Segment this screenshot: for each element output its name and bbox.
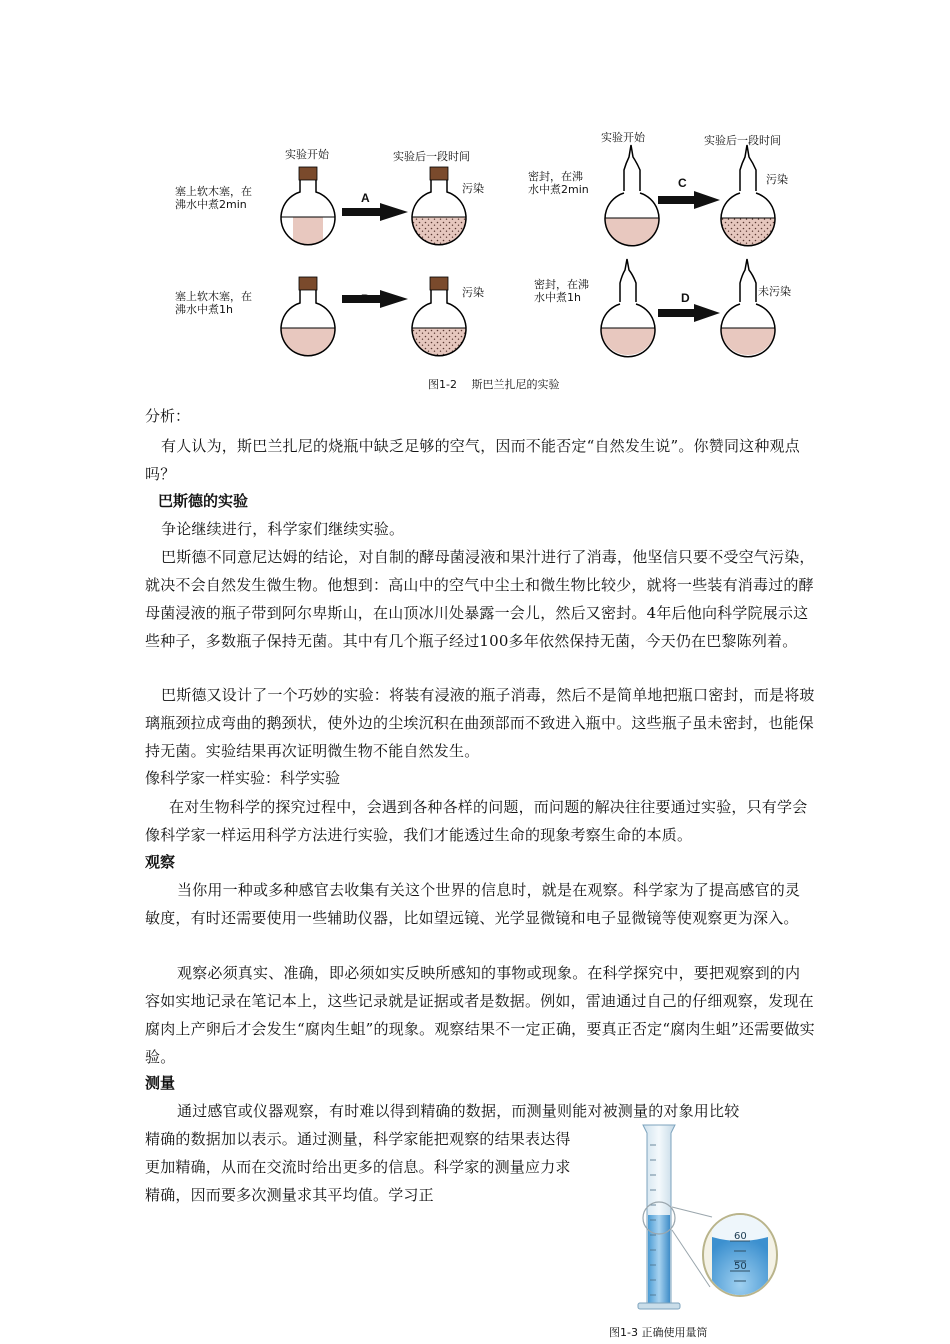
measure-heading: 测量 [145, 1074, 176, 1092]
measure-paragraph-rest: 精确的数据加以表示。通过测量，科学家能把观察的结果表达得更加精确，从而在交流时给出更多的信息。科学家的测量应力求精确，因而要多次测量求其平均值。学习正 [145, 1130, 571, 1204]
zoom-view [703, 1214, 777, 1305]
figure-1-2 [160, 125, 820, 395]
exp-a-label: A [361, 191, 370, 205]
flask-d-start [600, 259, 656, 358]
left-header-start: 实验开始 [285, 148, 329, 161]
flask-a-start [281, 167, 335, 247]
exp-b-result: 污染 [462, 286, 484, 299]
flask-c-start [604, 145, 660, 248]
exp-b-label: B [361, 292, 370, 306]
cylinder [638, 1125, 680, 1309]
scale-label-60: 60 [734, 1231, 747, 1242]
exp-d-label: D [681, 291, 690, 305]
observe-heading: 观察 [145, 853, 176, 871]
analysis-paragraph: 有人认为，斯巴兰扎尼的烧瓶中缺乏足够的空气，因而不能否定“自然发生说”。你赞同这种观点吗？ [145, 437, 800, 483]
flask-b-after [411, 277, 467, 358]
section-paragraph: 在对生物科学的探究过程中，会遇到各种各样的问题，而问题的解决往往要通过实验，只有学会像科学家一样运用科学方法进行实验，我们才能透过生命的现象考察生命的本质。 [145, 798, 808, 844]
flask-b-start [280, 277, 336, 358]
exp-d-condition-line1: 密封，在沸 [534, 278, 589, 291]
exp-b-condition-line1: 塞上软木塞，在 [175, 290, 252, 303]
exp-c-condition-line2: 水中煮2min [528, 183, 589, 196]
exp-c-result: 污染 [766, 173, 788, 186]
flask-d-after [720, 259, 776, 358]
exp-a-result: 污染 [462, 182, 484, 195]
figure-1-2-drawing [160, 125, 820, 395]
right-header-start: 实验开始 [601, 131, 645, 144]
pasteur-paragraph-2: 巴斯德不同意尼达姆的结论，对自制的酵母菌浸液和果汁进行了消毒，他坚信只要不受空气污染，就决不会自然发生微生物。他想到：高山中的空气中尘土和微生物比较少，就将一些装有消毒过的酵母菌浸液的瓶子带到阿尔卑斯山，在山顶冰川处暴露一会儿，然后又密封。4年后他向科学院展示这些种子，多数瓶子保持无菌。其中有几个瓶子经过100多年依然保持无菌，今天仍在巴黎陈列着。 [145, 548, 815, 650]
left-header-after: 实验后一段时间 [393, 150, 470, 163]
arrow-a [342, 203, 408, 221]
graduated-cylinder-drawing [600, 1115, 790, 1325]
flask-c-after [720, 145, 776, 248]
exp-b-condition-line2: 沸水中煮1h [175, 303, 233, 316]
section-title: 像科学家一样实验：科学实验 [145, 769, 341, 787]
pasteur-paragraph-3: 巴斯德又设计了一个巧妙的实验：将装有浸液的瓶子消毒，然后不是简单地把瓶口密封，而是将玻璃瓶颈拉成弯曲的鹅颈状，使外边的尘埃沉积在曲颈部而不致进入瓶中。这些瓶子虽未密封，也能保持无菌。实验结果再次证明微生物不能自然发生。 [145, 686, 815, 760]
exp-a-condition-line2: 沸水中煮2min [175, 198, 247, 211]
measure-paragraph-line1: 通过感官或仪器观察，有时难以得到精确的数据，而测量则能对被测量的对象用比较 [177, 1102, 740, 1120]
observe-paragraph-2: 观察必须真实、准确，即必须如实反映所感知的事物或现象。在科学探究中，要把观察到的内容如实地记录在笔记本上，这些记录就是证据或者是数据。例如，雷迪通过自己的仔细观察，发现在腐肉上产卵后才会发生“腐肉生蛆”的现象。观察结果不一定正确，要真正否定“腐肉生蛆”还需要做实验。 [145, 964, 815, 1066]
scale-label-50: 50 [734, 1261, 747, 1272]
arrow-d [658, 304, 720, 322]
figure-1-3-caption: 图1-3 正确使用量筒 [609, 1326, 708, 1339]
pasteur-paragraph-1: 争论继续进行，科学家们继续实验。 [161, 520, 405, 538]
exp-c-label: C [678, 176, 687, 190]
figure-1-3 [600, 1115, 790, 1340]
exp-d-condition-line2: 水中煮1h [534, 291, 581, 304]
figure-1-2-caption: 图1-2 斯巴兰扎尼的实验 [428, 378, 560, 391]
right-header-after: 实验后一段时间 [704, 134, 781, 147]
exp-d-result: 未污染 [758, 285, 791, 298]
exp-c-condition-line1: 密封，在沸 [528, 170, 583, 183]
flask-a-after [411, 167, 467, 247]
arrow-b [342, 290, 408, 308]
analysis-label: 分析： [145, 407, 191, 425]
observe-paragraph-1: 当你用一种或多种感官去收集有关这个世界的信息时，就是在观察。科学家为了提高感官的灵敏度，有时还需要使用一些辅助仪器，比如望远镜、光学显微镜和电子显微镜等使观察更为深入。 [145, 881, 801, 927]
arrow-c [658, 191, 720, 209]
exp-a-condition-line1: 塞上软木塞，在 [175, 185, 252, 198]
pasteur-heading: 巴斯德的实验 [158, 492, 249, 510]
